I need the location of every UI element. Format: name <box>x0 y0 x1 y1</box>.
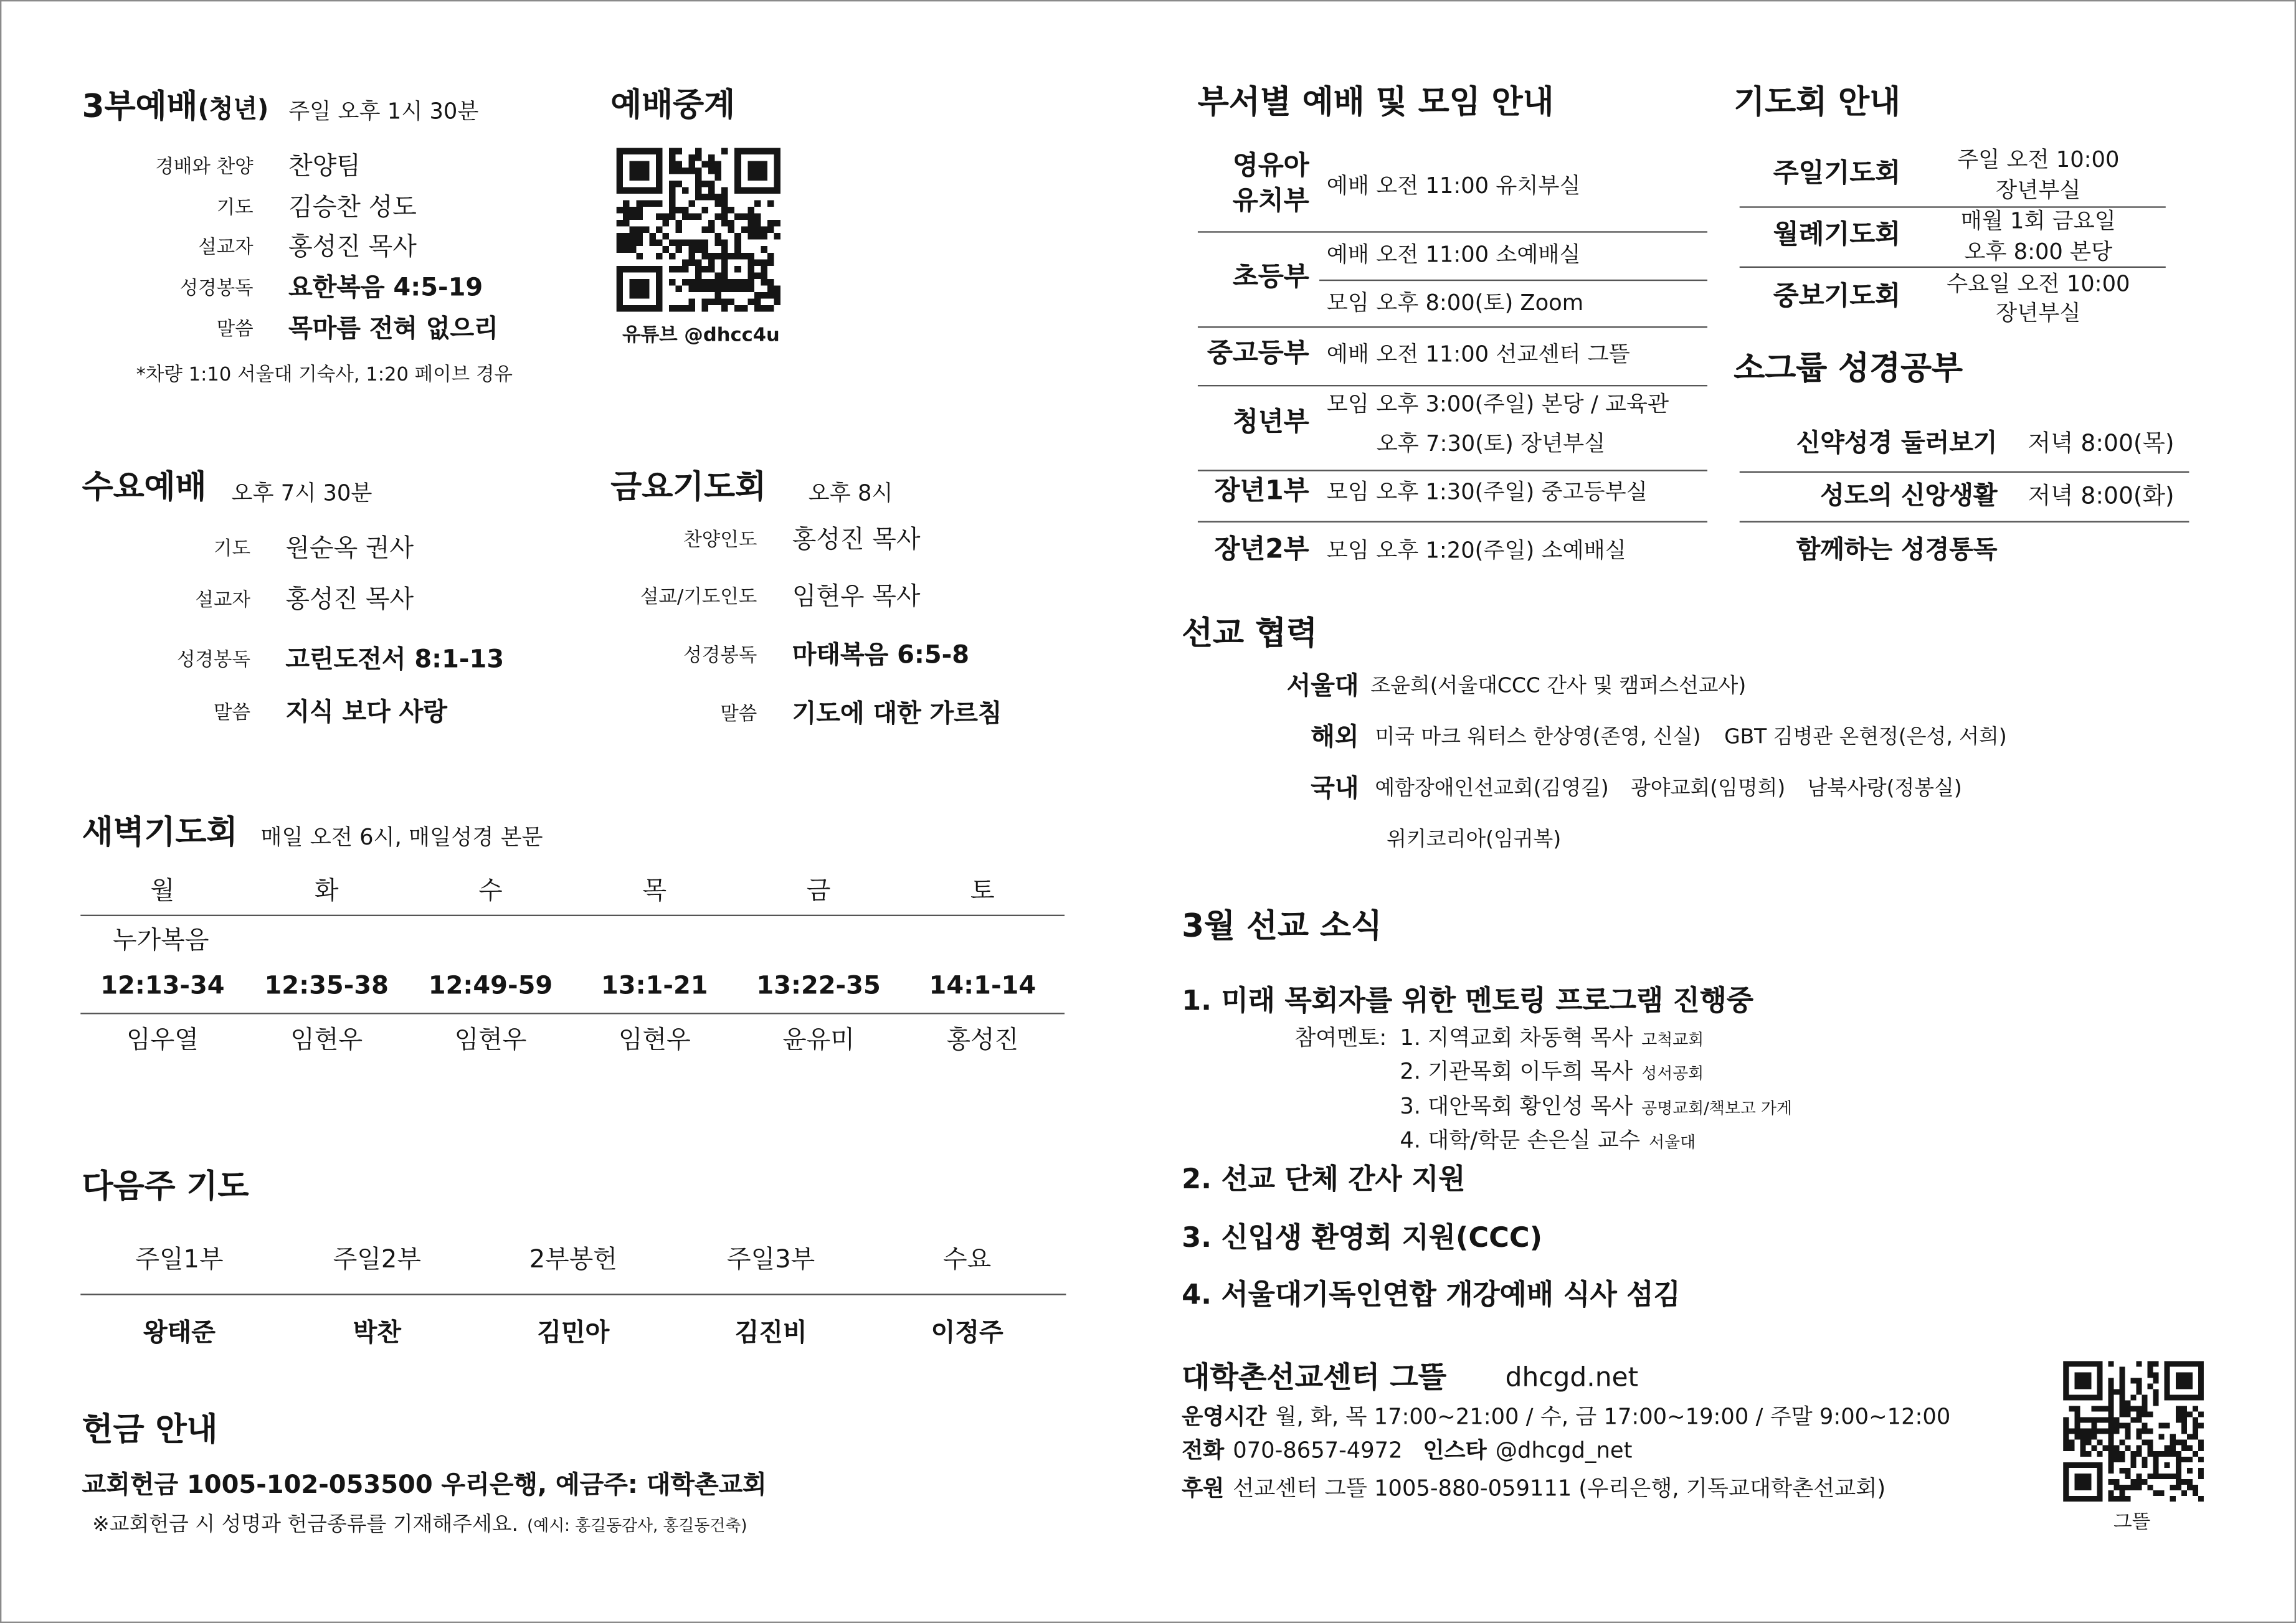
wednesday-time: 오후 7시 30분 <box>231 479 372 506</box>
department-name: 초등부 <box>1232 262 1309 293</box>
departments-title: 부서별 예배 및 모임 안내 <box>1197 85 1554 122</box>
worship3-value: 목마름 전혀 없으리 <box>288 314 498 344</box>
offering-account: 교회헌금 1005-102-053500 우리은행, 예금주: 대학촌교회 <box>82 1470 767 1500</box>
department-inner-rule <box>1319 280 1707 281</box>
worship3-title-suffix: (청년) <box>197 95 269 125</box>
center-hours-line <box>1182 1403 1951 1429</box>
mentor-line <box>1400 1057 1704 1084</box>
center-site: dhcgd.net <box>1505 1362 1639 1394</box>
small-group-name: 함께하는 성경통독 <box>1796 534 1998 564</box>
prayer-meetings-title: 기도회 안내 <box>1734 85 1901 122</box>
prayer-meeting-time: 수요일 오전 10:00 장년부실 <box>1947 270 2130 326</box>
news-item: 1. 미래 목회자를 위한 멘토링 프로그램 진행중 <box>1182 984 1754 1016</box>
dawn-day: 목 <box>642 876 667 906</box>
prayer-meeting-time: 매월 1회 금요일 오후 8:00 본당 <box>1960 207 2116 265</box>
prayer-meeting-name: 중보기도회 <box>1773 281 1901 312</box>
dawn-leader: 임현우 <box>618 1025 691 1055</box>
next-week-name: 왕태준 <box>143 1318 216 1348</box>
broadcast-qr-code <box>617 148 780 311</box>
offering-note: ※교회헌금 시 성명과 헌금종류를 기재해주세요. <box>92 1513 519 1537</box>
offering-title: 헌금 안내 <box>82 1412 218 1449</box>
next-week-header: 주일3부 <box>727 1244 815 1274</box>
mentor-org: 성서공회 <box>1641 1063 1704 1082</box>
broadcast-title: 예배중계 <box>610 87 736 125</box>
center-phone: 070-8657-4972 <box>1233 1436 1403 1463</box>
next-week-header: 수요 <box>943 1244 992 1274</box>
worship3-heading <box>82 89 269 126</box>
friday-value: 마태복음 6:5-8 <box>792 640 970 670</box>
mission-partner: 미국 마크 워터스 한상영(존영, 신실) <box>1375 726 1701 750</box>
mission-partner: 조윤희(서울대CCC 간사 및 캠퍼스선교사) <box>1370 674 1747 698</box>
center-phone-label: 전화 <box>1182 1436 1225 1463</box>
small-group-time: 저녁 8:00(목) <box>2028 428 2175 457</box>
mission-partners <box>1370 676 1746 697</box>
center-support-line <box>1182 1474 1886 1501</box>
mission-partners <box>1375 778 1962 799</box>
mission-partner: GBT 김병관 온현정(은성, 서희) <box>1724 726 2007 750</box>
center-hours: 월, 화, 목 17:00~21:00 / 수, 금 17:00~19:00 / 주말 9:00~12:00 <box>1275 1403 1951 1429</box>
dawn-passage: 14:1-14 <box>929 971 1037 1001</box>
department-schedule: 예배 오전 11:00 소예배실 <box>1326 240 1581 267</box>
wednesday-title: 수요예배 <box>82 470 207 507</box>
mission-label: 국내 <box>1311 773 1359 803</box>
mission-title: 선교 협력 <box>1182 616 1317 653</box>
wednesday-label: 성경봉독 <box>176 649 250 671</box>
department-schedule: 모임 오후 1:30(주일) 중고등부실 <box>1326 478 1648 504</box>
worship3-label: 말씀 <box>216 318 254 341</box>
dawn-header-rule <box>80 915 1065 916</box>
department-name: 중고등부 <box>1207 338 1309 369</box>
worship3-label: 경배와 찬양 <box>155 156 254 178</box>
broadcast-caption: 유튜브 @dhcc4u <box>622 324 780 346</box>
worship3-label: 성경봉독 <box>179 277 254 300</box>
prayer-meeting-name: 주일기도회 <box>1773 158 1901 189</box>
department-schedule: 예배 오전 11:00 선교센터 그뜰 <box>1326 340 1630 367</box>
department-name: 영유아 유치부 <box>1232 151 1309 217</box>
mentor-line <box>1400 1023 1704 1051</box>
mentor-text: 1. 지역교회 차동혁 목사 <box>1400 1023 1633 1051</box>
dawn-leader: 임현우 <box>454 1025 527 1055</box>
friday-value: 홍성진 목사 <box>792 524 921 554</box>
center-name: 대학촌선교센터 그뜰 <box>1182 1360 1447 1395</box>
dawn-leader: 윤유미 <box>782 1025 855 1055</box>
march-news-title: 3월 선교 소식 <box>1182 909 1382 946</box>
friday-value: 기도에 대한 가르침 <box>792 699 1002 729</box>
dawn-day: 금 <box>806 876 831 906</box>
department-rule <box>1198 470 1707 471</box>
dawn-title: 새벽기도회 <box>82 815 238 852</box>
dawn-passage: 13:22-35 <box>756 971 881 1001</box>
wednesday-value: 지식 보다 사랑 <box>285 697 447 727</box>
friday-label: 찬양인도 <box>683 529 757 551</box>
next-week-rule <box>80 1294 1066 1295</box>
department-schedule: 예배 오전 11:00 유치부실 <box>1326 172 1581 199</box>
dawn-leader: 임우열 <box>126 1025 199 1055</box>
mentor-org: 공명교회/책보고 가게 <box>1641 1098 1793 1118</box>
wednesday-value: 고린도전서 8:1-13 <box>285 645 505 674</box>
center-insta: @dhcgd_net <box>1495 1436 1633 1463</box>
dawn-passage: 12:35-38 <box>264 971 389 1001</box>
department-rule <box>1198 385 1707 386</box>
mentor-text: 4. 대학/학문 손은실 교수 <box>1400 1126 1641 1153</box>
friday-label: 설교/기도인도 <box>640 586 757 608</box>
mission-label: 서울대 <box>1286 671 1359 701</box>
mentor-text: 3. 대안목회 황인성 목사 <box>1400 1092 1633 1119</box>
center-support-label: 후원 <box>1182 1474 1225 1501</box>
friday-label: 성경봉독 <box>683 645 757 667</box>
department-schedule: 모임 오후 1:20(주일) 소예배실 <box>1326 536 1626 563</box>
department-rule <box>1198 326 1707 328</box>
center-hours-label: 운영시간 <box>1182 1403 1267 1429</box>
small-group-name: 성도의 신앙생활 <box>1820 480 1998 510</box>
dawn-passage-rule <box>80 1013 1065 1014</box>
wednesday-label: 말씀 <box>213 701 250 724</box>
mission-partner: 남북사랑(정봉실) <box>1807 777 1962 801</box>
mission-partner: 위키코리아(임귀복) <box>1387 828 1562 852</box>
dawn-book: 누가복음 <box>113 925 209 955</box>
department-schedule: 모임 오후 8:00(토) Zoom <box>1326 289 1584 316</box>
center-insta-label: 인스타 <box>1423 1436 1487 1463</box>
small-group-time: 저녁 8:00(화) <box>2028 481 2175 509</box>
wednesday-label: 기도 <box>213 537 250 560</box>
dawn-passage: 12:49-59 <box>428 971 553 1001</box>
center-contact-line <box>1182 1436 1633 1463</box>
wednesday-value: 홍성진 목사 <box>285 584 414 614</box>
department-schedule: 오후 7:30(토) 장년부실 <box>1376 429 1606 456</box>
mentor-org: 고척교회 <box>1641 1029 1704 1049</box>
dawn-day: 월 <box>150 876 175 906</box>
mission-partners <box>1387 830 1561 850</box>
next-week-name: 이정주 <box>931 1318 1003 1348</box>
department-name: 청년부 <box>1232 407 1309 438</box>
dawn-day: 토 <box>970 876 995 906</box>
worship3-value: 요한복음 4:5-19 <box>288 273 483 303</box>
dawn-day: 화 <box>314 876 339 906</box>
friday-time: 오후 8시 <box>808 479 893 506</box>
friday-value: 임현우 목사 <box>792 582 921 612</box>
mentor-text: 2. 기관목회 이두희 목사 <box>1400 1057 1633 1084</box>
news-item: 3. 신입생 환영회 지원(CCC) <box>1182 1221 1543 1254</box>
next-week-name: 박찬 <box>353 1318 401 1348</box>
small-group-name: 신약성경 둘러보기 <box>1796 428 1998 458</box>
center-qr-caption: 그뜰 <box>2113 1511 2151 1533</box>
news-item: 2. 선교 단체 간사 지원 <box>1182 1162 1466 1195</box>
department-name: 장년1부 <box>1214 475 1309 507</box>
department-rule <box>1198 231 1707 232</box>
mission-partner: 광야교회(임명희) <box>1631 777 1786 801</box>
prayer-meeting-rule <box>1740 267 2166 268</box>
center-qr-code <box>2063 1361 2204 1502</box>
mentor-line <box>1400 1126 1696 1153</box>
mission-partners <box>1375 727 2006 748</box>
offering-note-line <box>92 1515 747 1535</box>
small-groups-title: 소그룹 성경공부 <box>1734 351 1963 388</box>
mission-partner: 예함장애인선교회(김영길) <box>1375 777 1609 801</box>
dawn-day: 수 <box>478 876 503 906</box>
mentor-line <box>1400 1092 1793 1119</box>
next-week-header: 주일2부 <box>333 1244 421 1274</box>
worship3-title: 3부예배 <box>82 89 198 126</box>
friday-label: 말씀 <box>720 703 757 726</box>
mentors-label: 참여멘토: <box>1294 1023 1387 1051</box>
worship3-value: 김승찬 성도 <box>288 192 417 222</box>
worship3-note: *차량 1:10 서울대 기숙사, 1:20 페이브 경유 <box>136 363 513 386</box>
department-schedule: 모임 오후 3:00(주일) 본당 / 교육관 <box>1326 390 1669 417</box>
worship3-label: 설교자 <box>198 236 254 258</box>
worship3-value: 찬양팀 <box>288 151 361 181</box>
dawn-passage: 13:1-21 <box>600 971 708 1001</box>
friday-title: 금요기도회 <box>610 470 767 507</box>
dawn-leader: 임현우 <box>290 1025 363 1055</box>
mission-label: 해외 <box>1311 722 1359 752</box>
next-week-header: 주일1부 <box>135 1244 224 1274</box>
worship3-label: 기도 <box>216 197 254 219</box>
center-support: 선교센터 그뜰 1005-880-059111 (우리은행, 기독교대학촌선교회) <box>1233 1474 1886 1501</box>
next-week-header: 2부봉헌 <box>529 1244 617 1274</box>
dawn-passage: 12:13-34 <box>100 971 225 1001</box>
next-week-name: 김민아 <box>537 1318 610 1348</box>
worship3-time: 주일 오후 1시 30분 <box>288 97 479 124</box>
news-item: 4. 서울대기독인연합 개강예배 식사 섬김 <box>1182 1278 1681 1311</box>
dawn-subtitle: 매일 오전 6시, 매일성경 본문 <box>260 823 543 850</box>
wednesday-label: 설교자 <box>195 589 250 612</box>
next-week-title: 다음주 기도 <box>82 1169 249 1206</box>
small-group-rule <box>1740 521 2189 523</box>
dawn-leader: 홍성진 <box>946 1025 1019 1055</box>
next-week-name: 김진비 <box>734 1318 807 1348</box>
department-rule <box>1198 521 1707 523</box>
worship3-value: 홍성진 목사 <box>288 232 417 262</box>
offering-example: (예시: 홍길동감사, 홍길동건축) <box>527 1516 747 1536</box>
wednesday-value: 원순옥 권사 <box>285 533 414 563</box>
mentor-org: 서울대 <box>1649 1132 1696 1152</box>
department-name: 장년2부 <box>1214 534 1309 565</box>
prayer-meeting-name: 월례기도회 <box>1773 219 1901 250</box>
prayer-meeting-time: 주일 오전 10:00 장년부실 <box>1957 145 2120 203</box>
small-group-rule <box>1740 471 2189 473</box>
